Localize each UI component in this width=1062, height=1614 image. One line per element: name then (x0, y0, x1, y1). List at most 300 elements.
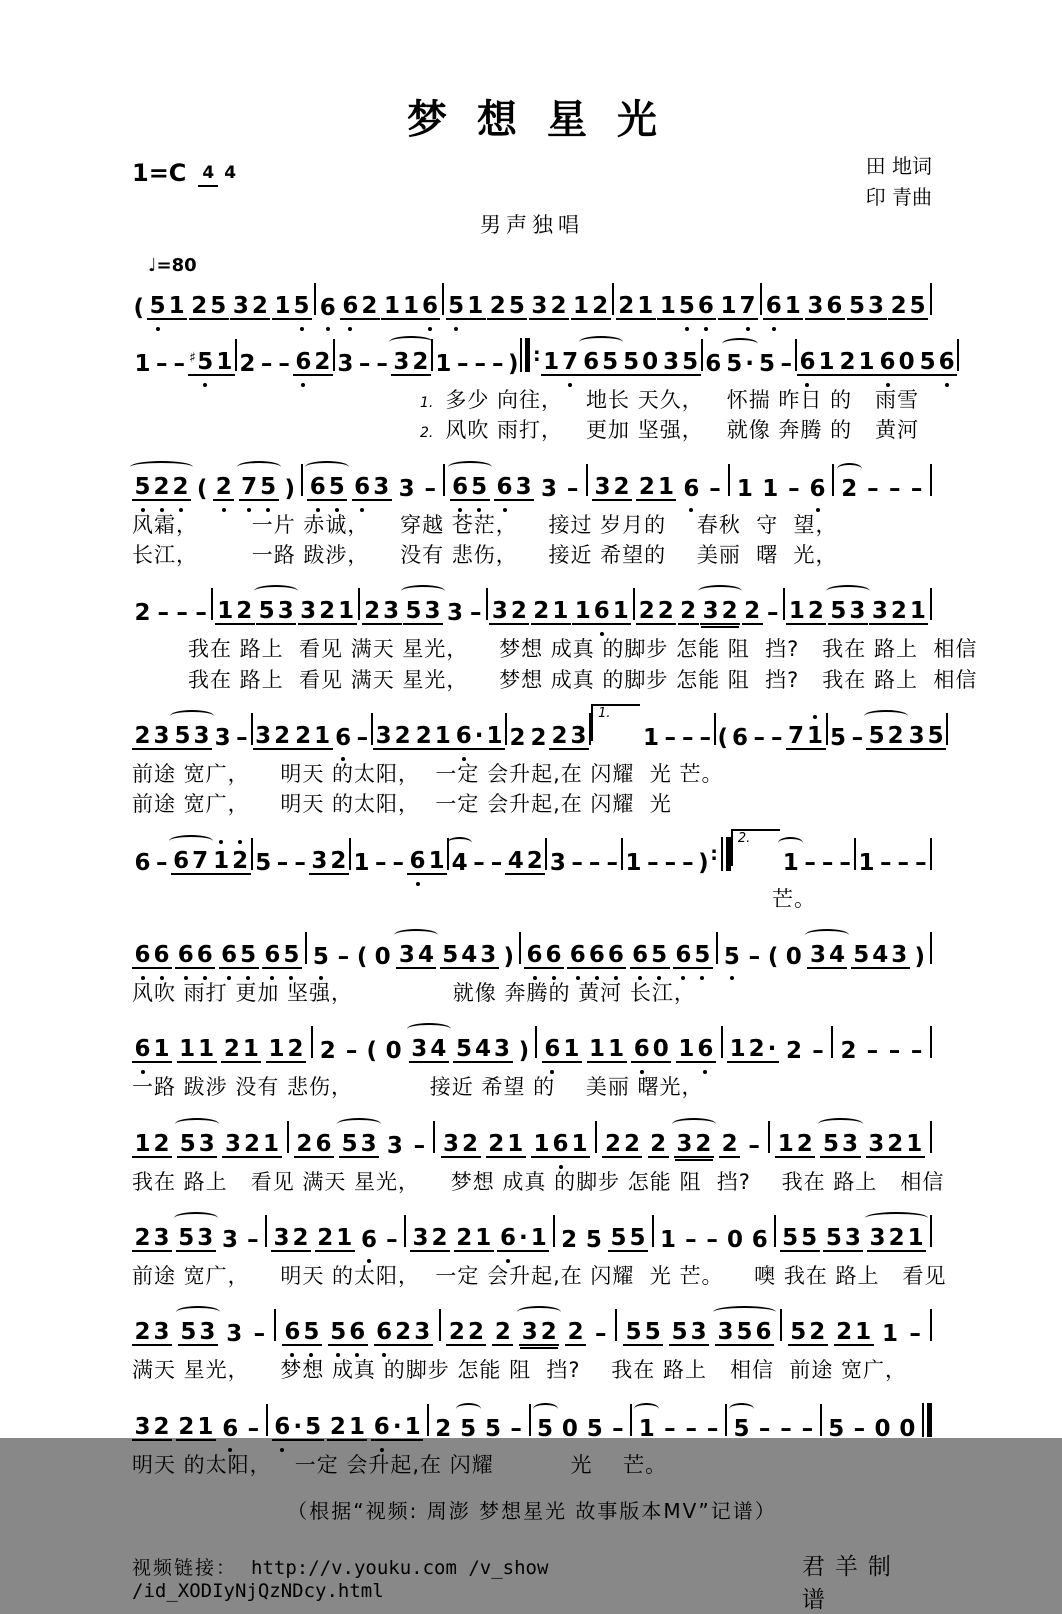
note-glyph: – (664, 724, 676, 751)
note-digit: 6 (315, 1130, 332, 1157)
note-digit: 1 (543, 348, 560, 375)
note-digit: 2 (618, 292, 635, 319)
note-digit: 3 (383, 598, 400, 625)
barline-mark (728, 464, 730, 496)
note-token (458, 1417, 479, 1441)
note-digit: 4 (430, 1036, 447, 1063)
note-token (132, 943, 172, 969)
note-token (674, 1132, 714, 1158)
octave-dot (945, 383, 949, 387)
note-glyph: – (374, 849, 387, 876)
note-token (262, 943, 302, 969)
note-token (763, 294, 803, 320)
note-digit: 4 (417, 941, 434, 968)
barline (768, 1121, 770, 1153)
barline-mark (439, 1309, 441, 1341)
note-digit: 5 (629, 1224, 646, 1251)
note-token (809, 1039, 827, 1063)
note-digit: 2 (551, 722, 568, 749)
note-glyph: – (888, 1038, 901, 1065)
note-digit: 3 (226, 1321, 243, 1348)
note-token (440, 943, 499, 969)
note-token (132, 724, 172, 750)
note-digit: 3 (447, 600, 464, 627)
note-token (696, 726, 714, 750)
note-digit: 0 (898, 348, 915, 375)
note-digit: 0 (642, 348, 659, 375)
note-token (851, 943, 910, 969)
lyric-text: 风吹 雨打 更加 坚强， 就像 奔腾的 黄河 长江， (132, 981, 696, 1006)
barline-mark (274, 1309, 276, 1341)
note-glyph: – (801, 1415, 814, 1442)
note-token (446, 294, 486, 320)
lyric-text: 我在 路上 看见 满天 星光， 梦想 成真 的脚步 怎能 阻 挡? 我在 路上 相信 (188, 637, 978, 662)
note-glyph: – (356, 724, 369, 751)
note-digit: 3 (480, 941, 497, 968)
note-token (239, 475, 279, 501)
barline (553, 1215, 555, 1247)
barline (716, 932, 718, 964)
note-token (564, 477, 582, 501)
barline (266, 1404, 268, 1436)
transcription-note: （根据“视频: 周澎 梦想星光 故事版本MV”记谱） (287, 1499, 777, 1524)
note-digit: 5 (327, 475, 346, 499)
slur-arc (826, 585, 870, 597)
note-digit: 5 (758, 350, 775, 377)
note-token (272, 1415, 324, 1441)
note-digit: 1 (348, 1413, 365, 1440)
note-token (799, 1417, 817, 1441)
lyric-line (132, 386, 932, 414)
note-token (449, 851, 470, 875)
notation-line (132, 1021, 932, 1063)
note-digit: 2 (191, 292, 208, 319)
note-token (282, 1320, 322, 1346)
note-digit: 5 (311, 945, 330, 969)
note-digit: 5 (644, 1319, 661, 1346)
note-digit: 2 (134, 1319, 151, 1346)
note-digit: 7 (240, 475, 259, 499)
note-token (275, 352, 293, 376)
note-token (383, 1228, 401, 1252)
note-token (828, 726, 849, 750)
note-digit: 5 (292, 294, 311, 318)
note-token (453, 1037, 512, 1063)
slur-arc (401, 585, 445, 597)
barline-mark (721, 1026, 723, 1058)
note-digit: 6 (826, 292, 843, 319)
note-digit: 3 (868, 1130, 885, 1157)
note-digit: 6 (764, 294, 783, 318)
note-token (471, 352, 489, 376)
note-token (505, 849, 545, 875)
note-token (706, 477, 724, 501)
phrase-paren: ( (356, 943, 368, 970)
note-token (584, 1417, 605, 1441)
note-digit: 3 (153, 722, 170, 749)
note-token (177, 1037, 217, 1063)
note-token (636, 475, 676, 501)
note-glyph: – (699, 724, 711, 751)
note-token (298, 599, 357, 625)
note-digit: 1 (268, 1036, 285, 1063)
note-digit: 5 (736, 1319, 753, 1346)
barline-mark (525, 338, 530, 372)
note-glyph: ♯ (189, 350, 196, 366)
note-token (132, 1226, 172, 1252)
slur-arc (389, 336, 433, 348)
note-digit: 2 (638, 598, 655, 625)
note-digit: 5 (508, 292, 525, 319)
note-digit: 3 (690, 1319, 707, 1346)
note-glyph: – (804, 849, 816, 876)
note-token (307, 475, 347, 501)
note-token (253, 851, 274, 875)
note-token (724, 352, 757, 376)
note-digit: 5 (178, 1224, 195, 1251)
note-digit: 2 (214, 475, 233, 499)
barline (930, 464, 932, 496)
note-digit: 2 (567, 1319, 584, 1346)
lyric-text: 风霜， 一片 赤诚， 穿越 苍茫， 接过 岁月的 春秋 守 望， (132, 512, 838, 537)
note-digit: 1 (134, 350, 151, 377)
note-digit: 3 (255, 722, 272, 749)
note-digit: 5 (822, 1130, 839, 1157)
note-token (621, 350, 661, 376)
note-digit: 6 (348, 1320, 367, 1344)
note-digit: 5 (927, 722, 944, 749)
note-digit: 2 (489, 292, 506, 319)
system-10 (132, 1210, 947, 1290)
note-token (153, 352, 171, 376)
note-token (866, 1132, 925, 1158)
note-token (549, 724, 589, 750)
octave-dot (533, 976, 537, 980)
note-digit: 7 (192, 847, 209, 874)
note-digit: 2 (415, 722, 432, 749)
barline (652, 1215, 654, 1247)
octave-dot (316, 508, 320, 512)
note-glyph: – (681, 724, 694, 751)
note-digit: 6 (308, 475, 327, 499)
note-token (820, 1132, 860, 1158)
barline-mark (832, 464, 834, 496)
note-digit: 0 (899, 1415, 916, 1442)
note-token (872, 1417, 893, 1441)
note-glyph: – (867, 475, 879, 502)
octave-dot (156, 327, 160, 331)
note-token (542, 1037, 582, 1063)
note-token (212, 726, 233, 750)
octave-dot (816, 508, 820, 512)
lyric-text: 满天 星光， 梦想 成真 的脚步 怎能 阻 挡? 我在 路上 相信 前途 宽广， (132, 1358, 907, 1383)
notation-line (132, 706, 944, 751)
note-glyph: – (839, 849, 851, 876)
barline-mark (311, 1026, 313, 1058)
lyric-text: 一路 跋涉 没有 悲伤， 接近 希望 的 美丽 曙光， (132, 1075, 704, 1100)
note-digit: 6 (263, 943, 282, 967)
note-digit: 2 (296, 1130, 313, 1157)
note-token (586, 851, 604, 875)
note-token (409, 1037, 449, 1063)
note-glyph: – (490, 849, 503, 876)
note-token (454, 352, 472, 376)
note-digit: 5 (484, 1415, 501, 1442)
note-token (764, 601, 782, 625)
note-token (213, 475, 234, 501)
note-digit: 4 (872, 941, 889, 968)
note-token (657, 294, 716, 320)
note-token (886, 477, 904, 501)
note-digit: 1 (788, 598, 805, 625)
slur-arc (805, 929, 849, 941)
note-token (374, 1320, 433, 1346)
note-digit: 3 (491, 598, 508, 625)
note-token (492, 1320, 513, 1346)
note-token (371, 1415, 423, 1441)
barline-mark (768, 1121, 770, 1153)
note-token (718, 294, 758, 320)
note-glyph: – (247, 1415, 260, 1442)
note-token (271, 1226, 311, 1252)
note-token (648, 1132, 669, 1158)
octave-dot (266, 508, 270, 512)
octave-dot (348, 327, 352, 331)
barline (314, 283, 316, 315)
note-digit: 1 (336, 1224, 353, 1251)
note-digit: 6 (682, 477, 701, 501)
note-glyph: – (510, 1415, 522, 1442)
note-token (780, 1226, 820, 1252)
barline-mark (442, 283, 444, 315)
note-token (676, 1037, 716, 1063)
note-glyph: – (709, 475, 721, 502)
note-digit: 5 (825, 1224, 842, 1251)
note-digit: 1 (659, 292, 676, 319)
note-digit: 1 (736, 475, 753, 502)
note-digit: 6 (568, 943, 587, 967)
note-token (410, 1226, 450, 1252)
notation-line (132, 1116, 932, 1158)
note-digit: 3 (273, 1224, 290, 1251)
note-digit: 6 (732, 724, 749, 751)
barline (595, 1121, 597, 1153)
barline (930, 1026, 932, 1058)
slur-arc (254, 585, 298, 597)
note-digit: 3 (493, 1036, 510, 1063)
note-digit: 1 (274, 292, 291, 319)
note-digit: 6 (195, 943, 214, 967)
barline (529, 1404, 531, 1436)
barline-mark (615, 1309, 617, 1341)
note-glyph: – (685, 1415, 697, 1442)
notation-line (132, 1399, 932, 1441)
note-digit: 3 (594, 473, 611, 500)
slur-arc (729, 1403, 754, 1415)
barline (586, 464, 588, 496)
note-digit: 1 (383, 292, 400, 319)
note-token (266, 1037, 306, 1063)
note-token (839, 477, 860, 501)
note-digit: 2 (887, 722, 904, 749)
note-digit: 1 (533, 1130, 550, 1157)
note-digit: 5 (174, 722, 191, 749)
note-token (783, 945, 804, 969)
lyric-line (132, 790, 932, 818)
slur-arc (174, 1212, 218, 1224)
note-token (531, 1132, 590, 1158)
note-digit: 3 (515, 473, 532, 500)
barline (612, 283, 614, 315)
barline-mark (529, 1404, 531, 1436)
note-digit: 2 (361, 292, 378, 319)
note-digit: 6 (294, 350, 313, 374)
note-token (834, 1320, 874, 1346)
note-token (470, 851, 488, 875)
note-digit: 5 (329, 1320, 348, 1344)
note-token (396, 477, 417, 501)
note-digit: 6 (273, 1415, 292, 1439)
notation-line (132, 583, 932, 625)
lyric-text: 前途 宽广， 明天 的太阳， 一定 会升起,在 闪耀 光 芒。 噢 我在 路上 看见 (132, 1264, 947, 1289)
repeat-barline (710, 837, 731, 871)
note-token (864, 1039, 882, 1063)
repeat-dots: : (710, 842, 718, 865)
note-digit: 3 (412, 1224, 429, 1251)
barline (957, 339, 959, 371)
note-token (592, 475, 632, 501)
note-token (572, 599, 631, 625)
barline-mark (930, 1121, 932, 1153)
note-token (132, 601, 153, 625)
octave-dot (428, 327, 432, 331)
note-digit: 3 (373, 473, 390, 500)
note-token (640, 726, 661, 750)
note-digit: 2 (807, 598, 824, 625)
note-digit: 5 (849, 292, 866, 319)
note-token (880, 1322, 901, 1346)
tempo-marking: ♩=80 (148, 255, 197, 276)
note-glyph: – (376, 350, 388, 377)
note-digit: 2 (509, 724, 526, 751)
notation-line (132, 459, 932, 501)
note-token (172, 724, 212, 750)
notation-line (132, 1304, 932, 1346)
note-digit: 1 (762, 475, 779, 502)
note-digit: 1 (486, 722, 503, 749)
note-token (171, 352, 189, 376)
barline (358, 588, 360, 620)
note-digit: 6 (176, 943, 195, 967)
system-5 (132, 706, 944, 819)
note-token (132, 1415, 172, 1441)
note-digit: 2 (796, 1130, 813, 1157)
note-digit: 1 (134, 1130, 151, 1157)
note-digit: 3 (232, 292, 249, 319)
note-glyph: – (758, 1415, 771, 1442)
note-token (768, 726, 786, 750)
note-digit: 3 (221, 1226, 238, 1253)
note-token (683, 1417, 701, 1441)
note-token (661, 726, 679, 750)
note-digit: 2 (236, 598, 253, 625)
barline (930, 1121, 932, 1153)
barline-mark (780, 1309, 782, 1341)
note-token (494, 475, 534, 501)
lyric-line (132, 760, 932, 788)
octave-dot (219, 840, 223, 844)
note-token (623, 1320, 663, 1346)
slur-arc (818, 1118, 862, 1130)
video-link-label: 视频链接： (132, 1557, 238, 1580)
note-digit: 6 (353, 475, 372, 499)
repeat-barline (922, 1403, 932, 1437)
note-token (293, 724, 333, 750)
note-digit: 3 (311, 847, 328, 874)
note-token (328, 1320, 368, 1346)
note-digit: 4 (828, 941, 845, 968)
note-token (777, 1417, 795, 1441)
barline-mark (930, 464, 932, 496)
note-token (294, 1132, 334, 1158)
note-token (153, 851, 171, 875)
note-digit: 2 (721, 598, 738, 625)
note-digit: 1 (212, 849, 231, 873)
note-token (356, 352, 374, 376)
note-glyph: – (157, 600, 169, 627)
note-glyph: – (606, 849, 618, 876)
note-token (244, 1228, 262, 1252)
note-token (373, 352, 391, 376)
note-token (906, 724, 946, 750)
note-digit: 6 (495, 475, 514, 499)
octave-dot (335, 508, 339, 512)
barline-mark (612, 283, 614, 315)
barline-mark (725, 1404, 727, 1436)
note-digit: 1 (435, 350, 452, 377)
note-token (908, 477, 926, 501)
note-digit: 2 (239, 350, 256, 377)
note-digit: 2 (319, 1038, 336, 1065)
slur-arc (447, 837, 472, 849)
note-token (541, 350, 581, 376)
note-digit: 7 (788, 722, 805, 749)
barline-mark (922, 1403, 924, 1437)
note-digit: 2 (134, 600, 151, 627)
note-digit: 2 (839, 348, 856, 375)
note-token (445, 601, 466, 625)
octave-dot (203, 976, 207, 980)
note-digit: 3 (871, 598, 888, 625)
note-token (775, 1132, 815, 1158)
barline (820, 1404, 822, 1436)
note-token (700, 599, 740, 625)
note-digit: 2 (561, 1226, 578, 1253)
note-digit: 2 (680, 598, 697, 625)
note-token (807, 477, 828, 501)
note-token (237, 352, 258, 376)
barline-mark (721, 837, 723, 871)
note-digit: 6 (705, 350, 722, 377)
note-token (623, 851, 644, 875)
note-token (433, 352, 454, 376)
note-token (869, 599, 928, 625)
barline-mark (443, 464, 445, 496)
note-token (272, 294, 312, 320)
note-glyph: – (469, 600, 482, 627)
time-signature (198, 162, 237, 183)
note-digit: 3 (398, 941, 415, 968)
